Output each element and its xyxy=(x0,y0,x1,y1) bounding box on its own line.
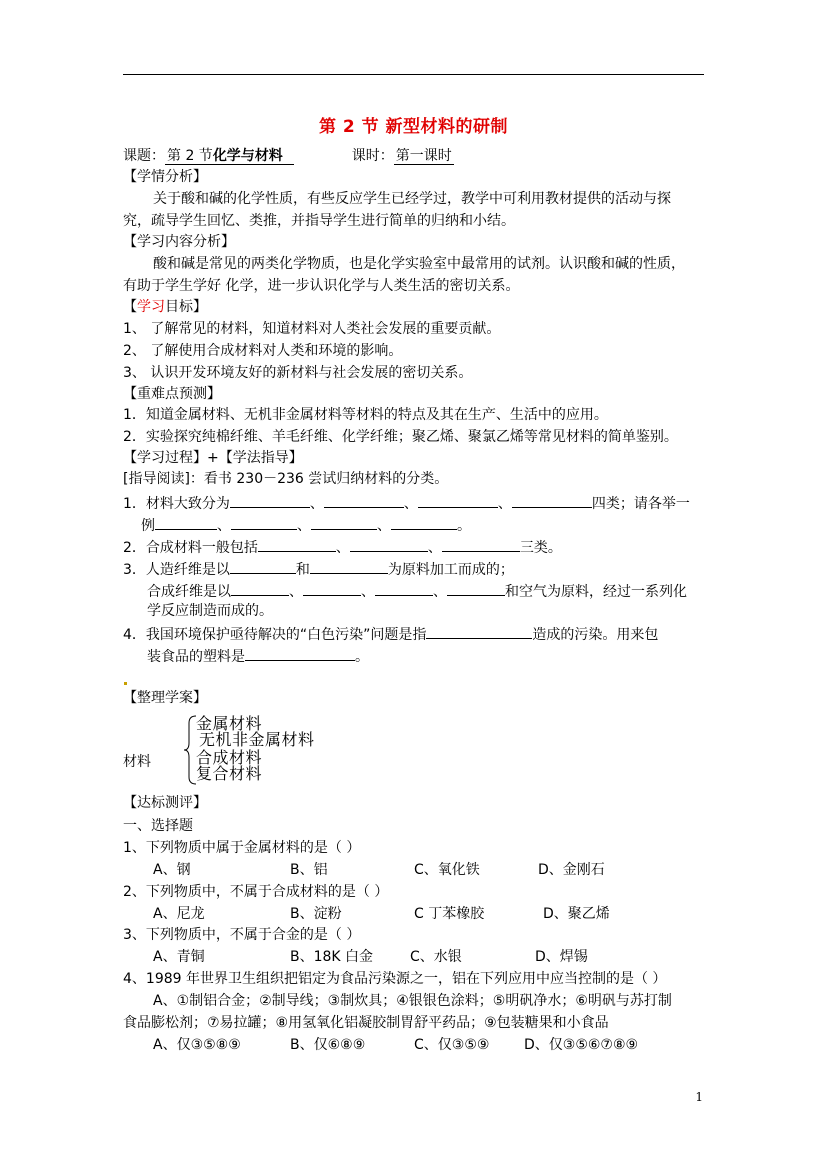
goal-item: 3、 认识开发环境友好的新材料与社会发展的密切关系。 xyxy=(123,365,473,381)
section-heading-guocheng: 【学习过程】+【学法指导】 xyxy=(123,450,303,466)
text: 3．人造纤维是以 xyxy=(123,562,230,578)
question-1-line-2: 例 、 、 、 。 xyxy=(141,514,471,536)
sep: 、 xyxy=(403,496,418,512)
paragraph-line: 酸和碱是常见的两类化学物质，也是化学实验室中最常用的试剂。认识酸和碱的性质， xyxy=(153,256,685,272)
blank[interactable] xyxy=(230,492,310,508)
blank[interactable] xyxy=(324,492,404,508)
blank[interactable] xyxy=(418,492,498,508)
topic-label: 课题： xyxy=(123,148,165,164)
question-text: A、①制铝合金；②制导线；③制炊具；④银银色涂料；⑤明矾净水；⑥明矾与苏打制 xyxy=(153,993,672,1009)
question-3-line-1 xyxy=(123,558,514,580)
tree-branch: 合成材料 xyxy=(196,748,263,767)
course-info-line xyxy=(123,146,454,166)
option[interactable]: C、水银 xyxy=(410,949,462,965)
option[interactable]: B、铝 xyxy=(290,862,328,878)
blank[interactable] xyxy=(512,492,592,508)
key-point-item: 1．知道金属材料、无机非金属材料等材料的特点及其在生产、生活中的应用。 xyxy=(123,407,608,423)
topic-value xyxy=(165,148,294,165)
blank[interactable] xyxy=(155,514,217,530)
text: 1．材料大致分为 xyxy=(123,496,230,512)
section-heading-neirong: 【学习内容分析】 xyxy=(123,234,235,250)
question-2 xyxy=(123,536,562,558)
blank[interactable] xyxy=(231,580,289,596)
question-4-line-1 xyxy=(123,623,658,645)
blank[interactable] xyxy=(375,580,433,596)
blank[interactable] xyxy=(447,580,505,596)
question-4-line-2 xyxy=(147,645,369,667)
topic-name: 化学与材料 xyxy=(212,148,283,164)
text: 四类；请各举一 xyxy=(591,496,690,512)
blank[interactable] xyxy=(245,645,355,661)
blank[interactable] xyxy=(391,514,457,530)
question-stem: 3、下列物质中，不属于合金的是（ ） xyxy=(123,927,361,943)
sep: 、 xyxy=(377,518,391,534)
section-heading-zhongnan: 【重难点预测】 xyxy=(123,386,221,402)
key-point-item: 2．实验探究纯棉纤维、羊毛纤维、化学纤维；聚乙烯、聚氯乙烯等常见材料的简单鉴别。 xyxy=(123,429,678,445)
sep: 、 xyxy=(297,518,311,534)
blank[interactable] xyxy=(231,514,297,530)
option[interactable]: C、氧化铁 xyxy=(414,862,480,878)
question-stem: 4、1989 年世界卫生组织把铝定为食品污染源之一，铝在下列应用中应当控制的是（ ） xyxy=(123,971,667,987)
question-3-line-3: 学反应制造而成的。 xyxy=(147,603,273,619)
question-stem: 1、下列物质中属于金属材料的是（ ） xyxy=(123,840,361,856)
option[interactable]: D、仅③⑤⑥⑦⑧⑨ xyxy=(524,1037,639,1053)
section-heading-mubiao xyxy=(123,297,207,317)
section-heading-dabiao: 【达标测评】 xyxy=(123,795,207,811)
sep: 、 xyxy=(335,540,350,556)
text: 4．我国环境保护亟待解决的“白色污染”问题是指 xyxy=(123,627,427,643)
part-title: 一、选择题 xyxy=(123,818,193,834)
blank[interactable] xyxy=(258,536,336,552)
sep: 、 xyxy=(361,584,375,600)
option[interactable]: D、金刚石 xyxy=(538,862,605,878)
page-title: 第 2 节 新型材料的研制 xyxy=(318,117,509,137)
topic-prefix: 第 2 节 xyxy=(167,148,213,164)
option[interactable]: C、仅③⑤⑨ xyxy=(414,1037,490,1053)
paragraph-line: 究，疏导学生回忆、类推，并指导学生进行简单的归纳和小结。 xyxy=(123,213,515,229)
stray-mark xyxy=(124,682,127,685)
tree-branch: 金属材料 xyxy=(196,714,263,733)
tree-branch: 复合材料 xyxy=(196,764,263,783)
text: 和空气为原料，经过一系列化 xyxy=(505,584,687,600)
sep: 、 xyxy=(497,496,512,512)
text: 三类。 xyxy=(519,540,562,556)
blank[interactable] xyxy=(230,558,296,574)
highlight-text: 学习 xyxy=(137,299,165,315)
text: 2．合成材料一般包括 xyxy=(123,540,258,556)
question-1-line-1 xyxy=(123,492,690,514)
option[interactable]: A、尼龙 xyxy=(153,906,205,922)
paragraph-line: 有助于学生学好 化学，进一步认识化学与人类生活的密切关系。 xyxy=(123,278,520,294)
question-3-line-2 xyxy=(147,580,687,602)
option[interactable]: A、仅③⑤⑧⑨ xyxy=(153,1037,241,1053)
text: 例 xyxy=(141,518,155,534)
blank[interactable] xyxy=(310,558,388,574)
sep: 、 xyxy=(427,540,442,556)
text: 。 xyxy=(355,649,369,665)
sep: 、 xyxy=(309,496,324,512)
blank[interactable] xyxy=(442,536,520,552)
option[interactable]: B、淀粉 xyxy=(290,906,342,922)
sep: 、 xyxy=(217,518,231,534)
option[interactable]: C 丁苯橡胶 xyxy=(414,906,485,922)
sep: 、 xyxy=(433,584,447,600)
option[interactable]: A、青铜 xyxy=(153,949,205,965)
blank[interactable] xyxy=(311,514,377,530)
text: 装食品的塑料是 xyxy=(147,649,245,665)
question-text: 食品膨松剂；⑦易拉罐；⑧用氢氧化铝凝胶制胃舒平药品；⑨包装糖果和小食品 xyxy=(123,1015,609,1031)
period-value: 第一课时 xyxy=(395,148,452,164)
guide-reading: [指导阅读]：看书 230－236 尝试归纳材料的分类。 xyxy=(123,471,449,487)
goal-item: 2、 了解使用合成材料对人类和环境的影响。 xyxy=(123,343,403,359)
option[interactable]: D、焊锡 xyxy=(535,949,588,965)
paragraph-line: 关于酸和碱的化学性质，有些反应学生已经学过，教学中可利用教材提供的活动与探 xyxy=(153,191,671,207)
period-label: 课时： xyxy=(351,148,394,164)
header-rule xyxy=(123,74,704,75)
sep: 、 xyxy=(289,584,303,600)
text: 为原料加工而成的； xyxy=(387,562,514,578)
bracket: 【 xyxy=(123,299,137,315)
option[interactable]: A、钢 xyxy=(153,862,191,878)
tree-root: 材料 xyxy=(123,754,151,770)
page-number: 1 xyxy=(695,1090,703,1104)
question-stem: 2、下列物质中，不属于合成材料的是（ ） xyxy=(123,884,389,900)
section-heading-xueqing: 【学情分析】 xyxy=(123,169,207,185)
blank[interactable] xyxy=(426,623,532,639)
text: 合成纤维是以 xyxy=(147,584,231,600)
text: 造成的污染。用来包 xyxy=(532,627,659,643)
blank[interactable] xyxy=(350,536,428,552)
goal-item: 1、 了解常见的材料，知道材料对人类社会发展的重要贡献。 xyxy=(123,321,501,337)
option[interactable]: D、聚乙烯 xyxy=(543,906,610,922)
heading-rest: 目标】 xyxy=(165,299,207,315)
tree-branch: 无机非金属材料 xyxy=(199,730,315,749)
option[interactable]: B、18K 白金 xyxy=(290,949,374,965)
section-heading-zhengli: 【整理学案】 xyxy=(123,690,207,706)
text: 和 xyxy=(295,562,310,578)
option[interactable]: B、仅⑥⑧⑨ xyxy=(290,1037,366,1053)
blank[interactable] xyxy=(303,580,361,596)
